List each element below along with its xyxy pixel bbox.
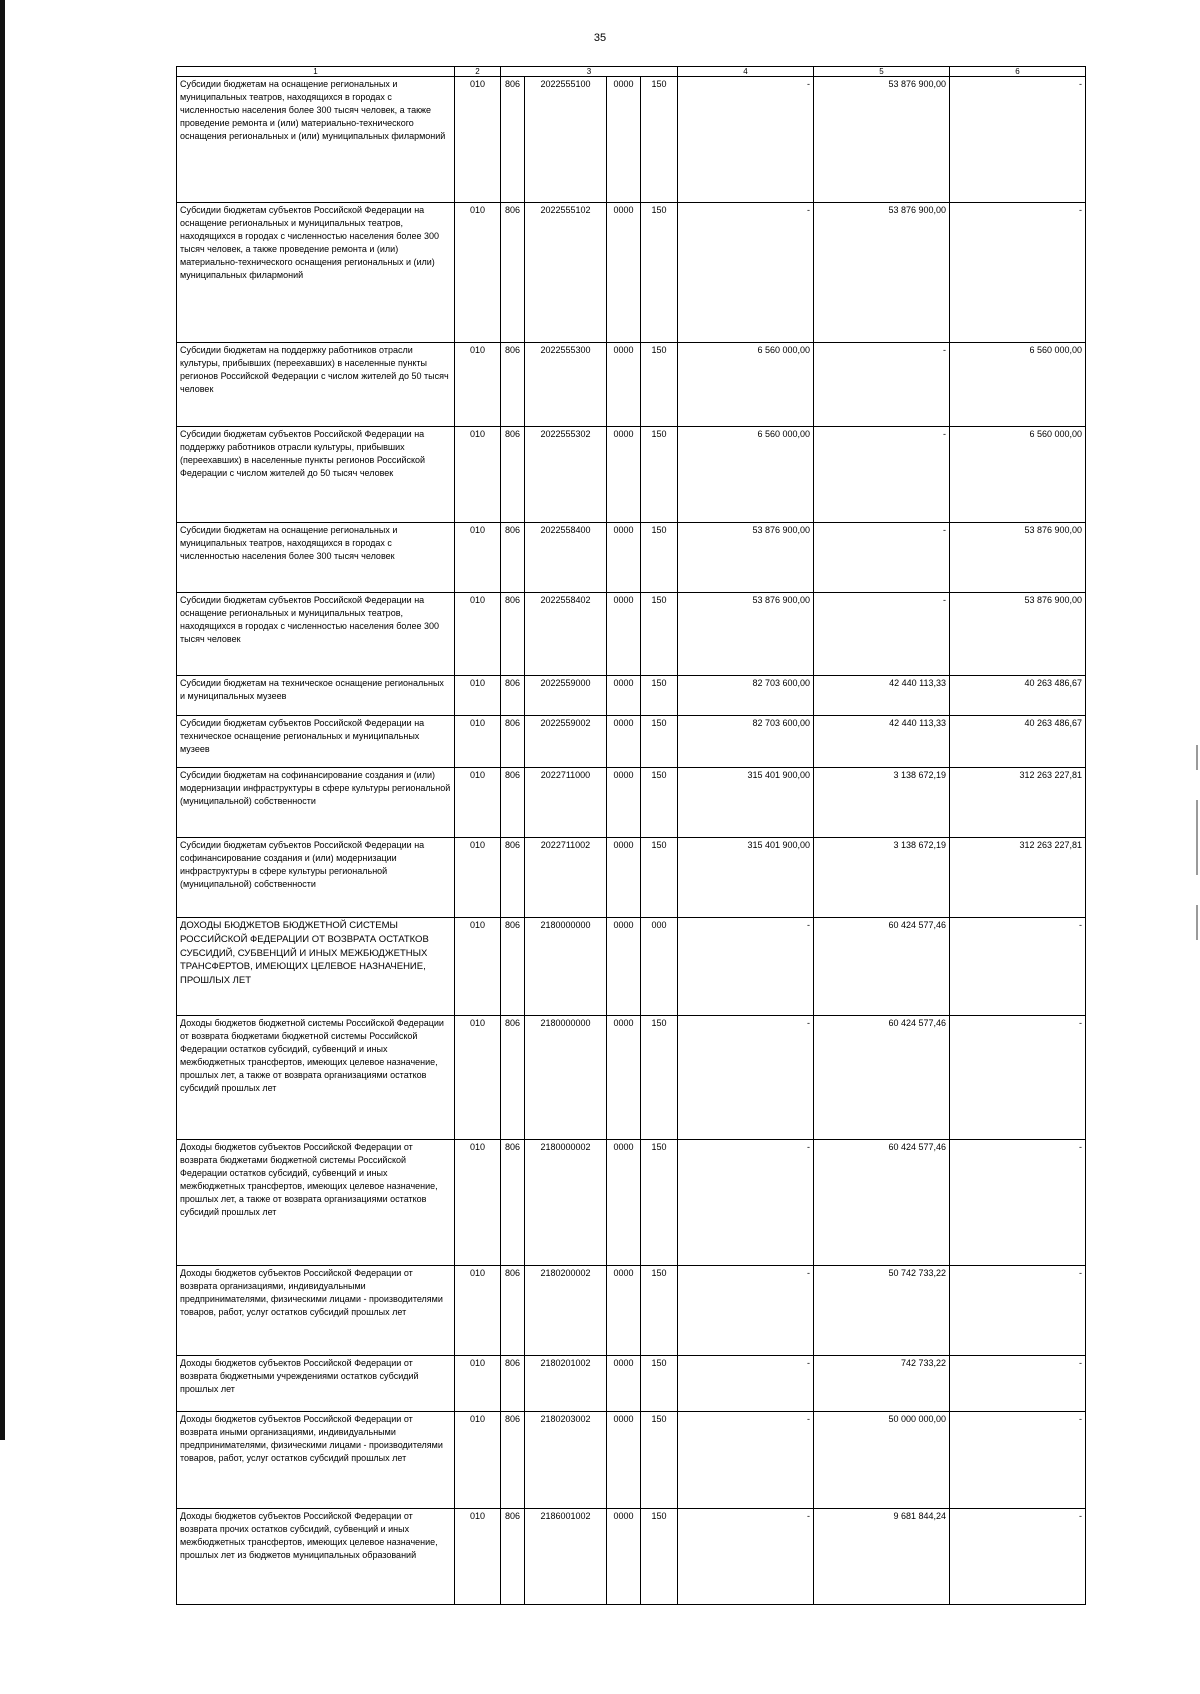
amount-col-4: 82 703 600,00 (678, 716, 814, 768)
code-section: 010 (455, 593, 501, 676)
code-section: 010 (455, 203, 501, 343)
table-row (177, 203, 1086, 343)
amount-col-5: - (814, 427, 950, 523)
table-row (177, 1356, 1086, 1412)
amount-col-4: 6 560 000,00 (678, 427, 814, 523)
code-classification: 150 (641, 203, 678, 343)
row-description: Субсидии бюджетам на оснащение региональных и муниципальных театров, находящихся в городах с численностью населения более 300 тысяч человек, а также проведение ремонта и (или) материально-технического оснащения региональных и (или) муниципальных филармоний (177, 77, 455, 203)
amount-col-6: 53 876 900,00 (950, 593, 1086, 676)
code-administrator: 806 (501, 1412, 525, 1509)
code-revenue-type: 2022558400 (525, 523, 607, 593)
code-classification: 150 (641, 768, 678, 838)
amount-col-5: 53 876 900,00 (814, 203, 950, 343)
code-administrator: 806 (501, 343, 525, 427)
code-subtype: 0000 (607, 1412, 641, 1509)
amount-col-4: 315 401 900,00 (678, 838, 814, 918)
table-row (177, 676, 1086, 716)
code-classification: 150 (641, 593, 678, 676)
code-section: 010 (455, 523, 501, 593)
amount-col-4: - (678, 1266, 814, 1356)
code-revenue-type: 2180000000 (525, 1016, 607, 1140)
code-subtype: 0000 (607, 676, 641, 716)
table-row (177, 768, 1086, 838)
row-description: Субсидии бюджетам субъектов Российской Федерации на техническое оснащение региональных и муниципальных музеев (177, 716, 455, 768)
code-subtype: 0000 (607, 1266, 641, 1356)
amount-col-4: - (678, 918, 814, 1016)
code-subtype: 0000 (607, 768, 641, 838)
code-section: 010 (455, 1412, 501, 1509)
table-row (177, 1266, 1086, 1356)
amount-col-4: - (678, 1016, 814, 1140)
code-classification: 150 (641, 523, 678, 593)
code-classification: 150 (641, 1140, 678, 1266)
code-administrator: 806 (501, 427, 525, 523)
column-number: 4 (678, 67, 814, 77)
code-classification: 150 (641, 1509, 678, 1605)
row-description: Доходы бюджетов субъектов Российской Федерации от возврата прочих остатков субсидий, субвенций и иных межбюджетных трансфертов, имеющих целевое назначение, прошлых лет из бюджетов муниципальных образований (177, 1509, 455, 1605)
amount-col-5: 50 000 000,00 (814, 1412, 950, 1509)
amount-col-5: 42 440 113,33 (814, 716, 950, 768)
code-administrator: 806 (501, 203, 525, 343)
code-administrator: 806 (501, 838, 525, 918)
amount-col-4: 82 703 600,00 (678, 676, 814, 716)
amount-col-4: 315 401 900,00 (678, 768, 814, 838)
code-administrator: 806 (501, 1509, 525, 1605)
code-administrator: 806 (501, 716, 525, 768)
table-row (177, 523, 1086, 593)
column-number: 2 (455, 67, 501, 77)
row-description: Субсидии бюджетам субъектов Российской Федерации на оснащение региональных и муниципальных театров, находящихся в городах с численностью населения более 300 тысяч человек (177, 593, 455, 676)
code-classification: 000 (641, 918, 678, 1016)
row-description: Доходы бюджетов субъектов Российской Федерации от возврата организациями, индивидуальными предпринимателями, физическими лицами - производителями товаров, работ, услуг остатков субсидий прошлых лет (177, 1266, 455, 1356)
amount-col-6: - (950, 1266, 1086, 1356)
code-revenue-type: 2022559000 (525, 676, 607, 716)
code-classification: 150 (641, 343, 678, 427)
amount-col-6: - (950, 918, 1086, 1016)
code-revenue-type: 2022711000 (525, 768, 607, 838)
code-revenue-type: 2180200002 (525, 1266, 607, 1356)
code-section: 010 (455, 1266, 501, 1356)
code-section: 010 (455, 716, 501, 768)
budget-revenue-table (176, 66, 1086, 1605)
table-row (177, 593, 1086, 676)
code-subtype: 0000 (607, 716, 641, 768)
code-administrator: 806 (501, 1356, 525, 1412)
row-description: Субсидии бюджетам субъектов Российской Федерации на софинансирование создания и (или) модернизации инфраструктуры в сфере культуры региональной (муниципальной) собственности (177, 838, 455, 918)
amount-col-5: - (814, 593, 950, 676)
code-classification: 150 (641, 77, 678, 203)
code-classification: 150 (641, 1016, 678, 1140)
row-description: Субсидии бюджетам субъектов Российской Федерации на поддержку работников отрасли культуры, прибывших (переехавших) в населенные пункты регионов Российской Федерации с числом жителей до 50 тысяч человек (177, 427, 455, 523)
row-description: Доходы бюджетов субъектов Российской Федерации от возврата иными организациями, индивидуальными предпринимателями, физическими лицами - производителями товаров, работ, услуг остатков субсидий прошлых лет (177, 1412, 455, 1509)
code-administrator: 806 (501, 77, 525, 203)
code-revenue-type: 2022711002 (525, 838, 607, 918)
amount-col-5: - (814, 343, 950, 427)
amount-col-6: - (950, 1016, 1086, 1140)
code-revenue-type: 2180000000 (525, 918, 607, 1016)
code-section: 010 (455, 77, 501, 203)
amount-col-6: 53 876 900,00 (950, 523, 1086, 593)
code-revenue-type: 2022555302 (525, 427, 607, 523)
code-administrator: 806 (501, 676, 525, 716)
code-section: 010 (455, 343, 501, 427)
code-administrator: 806 (501, 593, 525, 676)
amount-col-4: - (678, 203, 814, 343)
code-revenue-type: 2180201002 (525, 1356, 607, 1412)
row-description: Доходы бюджетов бюджетной системы Российской Федерации от возврата бюджетами бюджетной системы Российской Федерации остатков субсидий, субвенций и иных межбюджетных трансфертов, имеющих целевое назначение, прошлых лет, а также от возврата организациями остатков субсидий прошлых лет (177, 1016, 455, 1140)
table-row (177, 1509, 1086, 1605)
code-subtype: 0000 (607, 523, 641, 593)
amount-col-5: 60 424 577,46 (814, 1140, 950, 1266)
amount-col-6: 312 263 227,81 (950, 768, 1086, 838)
amount-col-5: 3 138 672,19 (814, 768, 950, 838)
amount-col-6: 312 263 227,81 (950, 838, 1086, 918)
row-description: ДОХОДЫ БЮДЖЕТОВ БЮДЖЕТНОЙ СИСТЕМЫ РОССИЙСКОЙ ФЕДЕРАЦИИ ОТ ВОЗВРАТА ОСТАТКОВ СУБСИДИЙ, СУБВЕНЦИЙ И ИНЫХ МЕЖБЮДЖЕТНЫХ ТРАНСФЕРТОВ, ИМЕЮЩИХ ЦЕЛЕВОЕ НАЗНАЧЕНИЕ, ПРОШЛЫХ ЛЕТ (177, 918, 455, 1016)
code-revenue-type: 2022555102 (525, 203, 607, 343)
code-subtype: 0000 (607, 1016, 641, 1140)
amount-col-6: - (950, 1140, 1086, 1266)
code-administrator: 806 (501, 1016, 525, 1140)
code-revenue-type: 2186001002 (525, 1509, 607, 1605)
code-classification: 150 (641, 427, 678, 523)
code-subtype: 0000 (607, 203, 641, 343)
row-description: Субсидии бюджетам на поддержку работников отрасли культуры, прибывших (переехавших) в населенные пункты регионов Российской Федерации с числом жителей до 50 тысяч человек (177, 343, 455, 427)
table-row (177, 716, 1086, 768)
amount-col-6: - (950, 1412, 1086, 1509)
code-subtype: 0000 (607, 918, 641, 1016)
amount-col-5: 50 742 733,22 (814, 1266, 950, 1356)
table-row (177, 343, 1086, 427)
code-subtype: 0000 (607, 593, 641, 676)
amount-col-6: - (950, 203, 1086, 343)
amount-col-5: 60 424 577,46 (814, 1016, 950, 1140)
amount-col-6: 6 560 000,00 (950, 427, 1086, 523)
table-row (177, 1140, 1086, 1266)
amount-col-4: 53 876 900,00 (678, 593, 814, 676)
column-number: 5 (814, 67, 950, 77)
page-number: 35 (593, 32, 607, 44)
code-section: 010 (455, 1140, 501, 1266)
code-classification: 150 (641, 716, 678, 768)
code-classification: 150 (641, 838, 678, 918)
amount-col-5: 742 733,22 (814, 1356, 950, 1412)
code-classification: 150 (641, 1356, 678, 1412)
code-revenue-type: 2180000002 (525, 1140, 607, 1266)
row-description: Субсидии бюджетам на софинансирование создания и (или) модернизации инфраструктуры в сфере культуры региональной (муниципальной) собственности (177, 768, 455, 838)
column-number: 3 (501, 67, 678, 77)
code-revenue-type: 2180203002 (525, 1412, 607, 1509)
amount-col-4: - (678, 1412, 814, 1509)
code-administrator: 806 (501, 768, 525, 838)
code-administrator: 806 (501, 1266, 525, 1356)
code-section: 010 (455, 918, 501, 1016)
table-row (177, 1412, 1086, 1509)
code-section: 010 (455, 1509, 501, 1605)
table-row (177, 918, 1086, 1016)
table-row (177, 1016, 1086, 1140)
code-classification: 150 (641, 1266, 678, 1356)
code-administrator: 806 (501, 1140, 525, 1266)
amount-col-4: - (678, 1140, 814, 1266)
code-revenue-type: 2022559002 (525, 716, 607, 768)
code-classification: 150 (641, 1412, 678, 1509)
column-number-row (177, 67, 1086, 77)
table-row (177, 838, 1086, 918)
column-number: 1 (177, 67, 455, 77)
scan-mark-right (1196, 905, 1198, 940)
amount-col-4: 53 876 900,00 (678, 523, 814, 593)
amount-col-4: 6 560 000,00 (678, 343, 814, 427)
code-subtype: 0000 (607, 1509, 641, 1605)
amount-col-6: - (950, 1356, 1086, 1412)
code-administrator: 806 (501, 523, 525, 593)
code-subtype: 0000 (607, 1140, 641, 1266)
column-number: 6 (950, 67, 1086, 77)
row-description: Субсидии бюджетам на техническое оснащение региональных и муниципальных музеев (177, 676, 455, 716)
code-section: 010 (455, 427, 501, 523)
amount-col-6: 40 263 486,67 (950, 716, 1086, 768)
code-revenue-type: 2022558402 (525, 593, 607, 676)
table-row (177, 77, 1086, 203)
code-subtype: 0000 (607, 1356, 641, 1412)
scan-edge-left (0, 0, 5, 1440)
amount-col-6: 40 263 486,67 (950, 676, 1086, 716)
amount-col-4: - (678, 77, 814, 203)
code-section: 010 (455, 768, 501, 838)
code-subtype: 0000 (607, 427, 641, 523)
amount-col-5: 60 424 577,46 (814, 918, 950, 1016)
code-section: 010 (455, 838, 501, 918)
code-subtype: 0000 (607, 77, 641, 203)
code-subtype: 0000 (607, 838, 641, 918)
code-section: 010 (455, 1356, 501, 1412)
code-section: 010 (455, 676, 501, 716)
code-administrator: 806 (501, 918, 525, 1016)
amount-col-6: - (950, 1509, 1086, 1605)
amount-col-4: - (678, 1509, 814, 1605)
code-classification: 150 (641, 676, 678, 716)
amount-col-6: 6 560 000,00 (950, 343, 1086, 427)
amount-col-5: - (814, 523, 950, 593)
row-description: Доходы бюджетов субъектов Российской Федерации от возврата бюджетными учреждениями остатков субсидий прошлых лет (177, 1356, 455, 1412)
amount-col-5: 3 138 672,19 (814, 838, 950, 918)
code-revenue-type: 2022555100 (525, 77, 607, 203)
code-subtype: 0000 (607, 343, 641, 427)
scan-mark-right (1196, 745, 1198, 770)
amount-col-5: 53 876 900,00 (814, 77, 950, 203)
code-section: 010 (455, 1016, 501, 1140)
scan-mark-right (1196, 800, 1198, 875)
table-row (177, 427, 1086, 523)
code-revenue-type: 2022555300 (525, 343, 607, 427)
amount-col-5: 9 681 844,24 (814, 1509, 950, 1605)
amount-col-6: - (950, 77, 1086, 203)
row-description: Субсидии бюджетам субъектов Российской Федерации на оснащение региональных и муниципальных театров, находящихся в городах с численностью населения более 300 тысяч человек, а также проведение ремонта и (или) материально-технического оснащения региональных и (или) муниципальных филармоний (177, 203, 455, 343)
row-description: Доходы бюджетов субъектов Российской Федерации от возврата бюджетами бюджетной системы Российской Федерации остатков субсидий, субвенций и иных межбюджетных трансфертов, имеющих целевое назначение, прошлых лет, а также от возврата организациями остатков субсидий прошлых лет (177, 1140, 455, 1266)
row-description: Субсидии бюджетам на оснащение региональных и муниципальных театров, находящихся в городах с численностью населения более 300 тысяч человек (177, 523, 455, 593)
amount-col-5: 42 440 113,33 (814, 676, 950, 716)
amount-col-4: - (678, 1356, 814, 1412)
